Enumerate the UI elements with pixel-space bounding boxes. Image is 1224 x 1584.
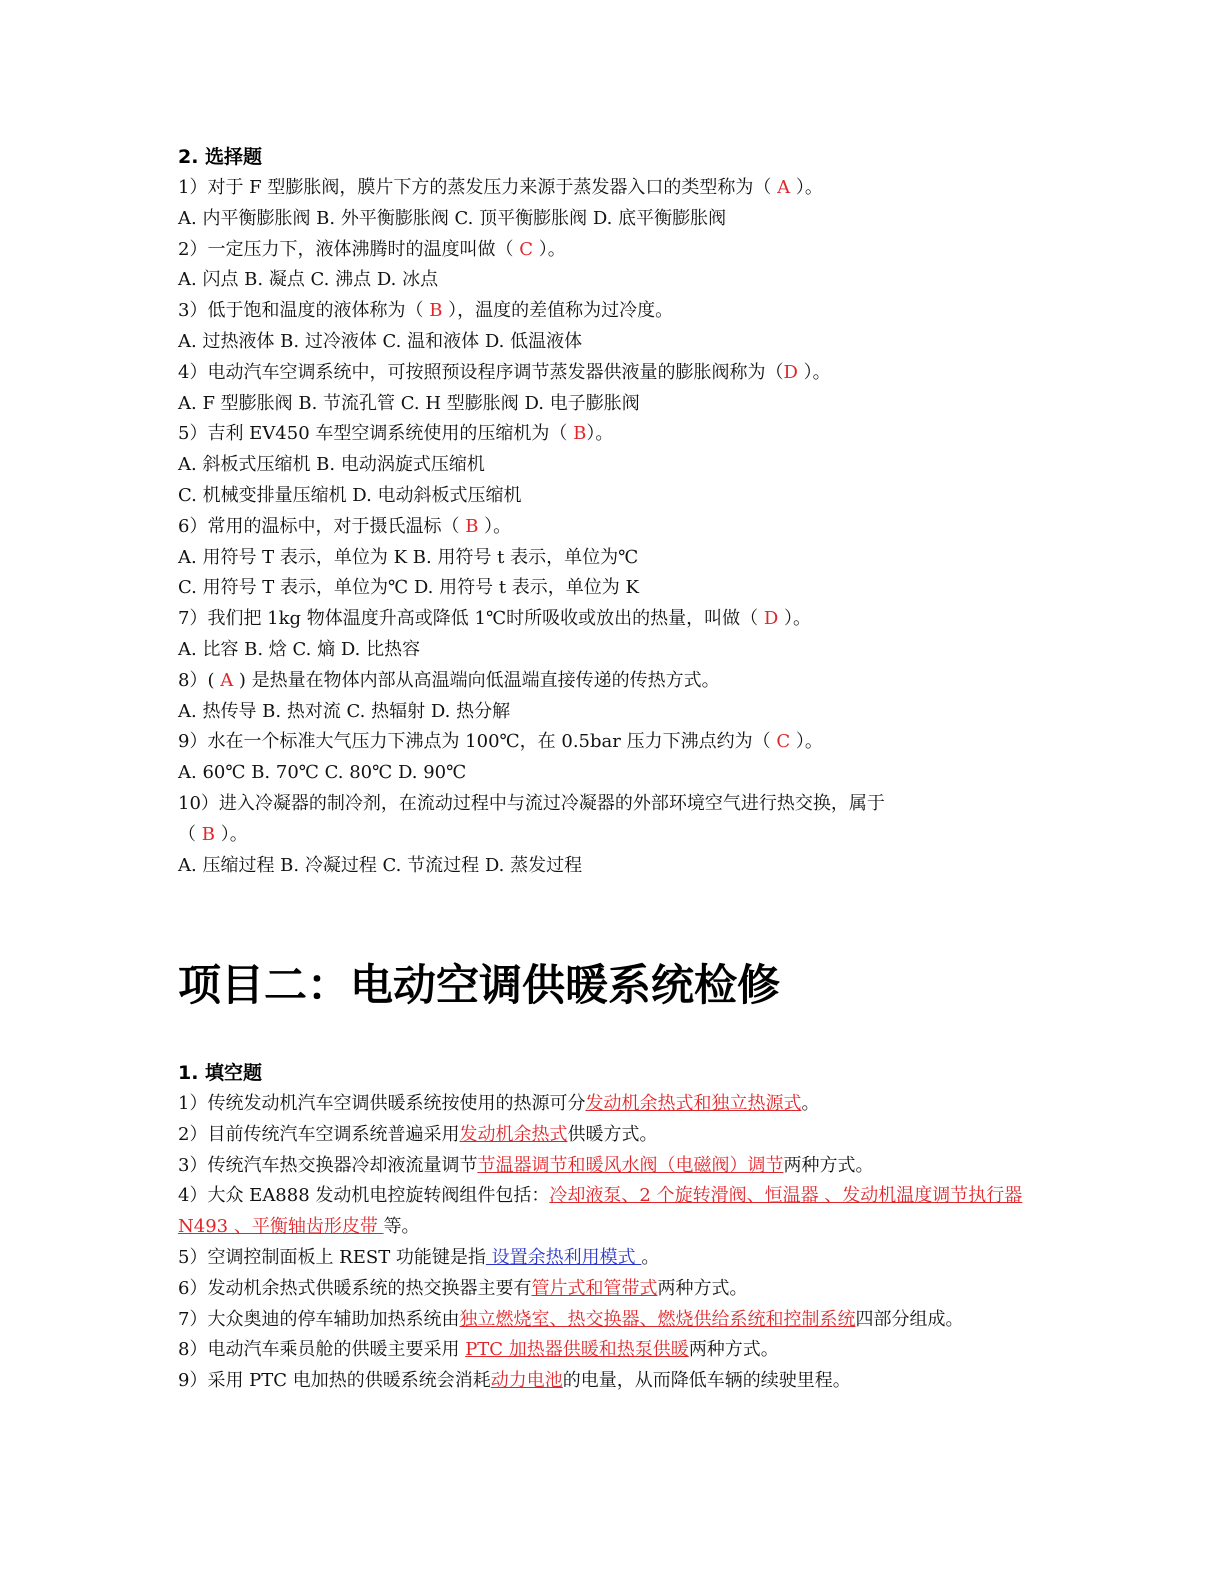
question-text: ）。	[797, 361, 831, 383]
item-text: 9）采用 PTC 电加热的供暖系统会消耗	[178, 1370, 491, 1392]
question-text: ）。	[214, 823, 248, 845]
question-8	[178, 666, 1058, 697]
question-10-line2	[178, 820, 1058, 851]
answer: D	[763, 608, 779, 630]
question-3	[178, 296, 1058, 327]
question-text: 8）(	[178, 669, 221, 691]
choice-heading: 2. 选择题	[178, 146, 263, 168]
question-text: ）。	[790, 177, 823, 198]
item-text: 。	[641, 1246, 660, 1268]
question-6	[178, 512, 1058, 543]
question-text: 5）吉利 EV450 车型空调系统使用的压缩机为（	[178, 423, 574, 445]
question-text: ）。	[532, 238, 566, 260]
item-text: 四部分组成。	[855, 1308, 964, 1330]
question-text: 1）对于 F 型膨胀阀，膜片下方的蒸发压力来源于蒸发器入口的类型称为（	[178, 177, 778, 198]
options-6b: C. 用符号 T 表示，单位为℃ D. 用符号 t 表示，单位为 K	[178, 577, 639, 599]
answer: A	[777, 177, 791, 198]
question-text: （	[178, 823, 202, 845]
answer: C	[519, 238, 533, 260]
options-4: A. F 型膨胀阀 B. 节流孔管 C. H 型膨胀阀 D. 电子膨胀阀	[178, 392, 640, 414]
answer: A	[220, 669, 234, 691]
question-text: 7）我们把 1kg 物体温度升高或降低 1℃时所吸收或放出的热量，叫做（	[178, 608, 764, 630]
options-5a: A. 斜板式压缩机 B. 电动涡旋式压缩机	[178, 454, 485, 476]
answer: 节温器调节和暖风水阀（电磁阀）调节	[477, 1154, 784, 1176]
options-1: A. 内平衡膨胀阀 B. 外平衡膨胀阀 C. 顶平衡膨胀阀 D. 底平衡膨胀阀	[178, 207, 727, 229]
item-text: 2）目前传统汽车空调系统普遍采用	[178, 1123, 460, 1145]
choice-section	[178, 142, 1058, 881]
answer: 发动机余热式	[459, 1123, 568, 1145]
options-8: A. 热传导 B. 热对流 C. 热辐射 D. 热分解	[178, 700, 511, 722]
item-text: 两种方式。	[657, 1277, 748, 1299]
question-1	[178, 173, 1058, 204]
question-text: ）。	[586, 423, 614, 445]
fill-heading: 1. 填空题	[178, 1062, 263, 1084]
question-text: ），温度的差值称为过冷度。	[442, 300, 674, 322]
answer: B	[201, 823, 215, 845]
fill-item-1	[178, 1089, 1058, 1120]
fill-section	[178, 1058, 1058, 1397]
question-text: 9）水在一个标准大气压力下沸点为 100℃，在 0.5bar 压力下沸点约为（	[178, 731, 777, 753]
fill-item-5	[178, 1243, 1058, 1274]
question-text: ) 是热量在物体内部从高温端向低温端直接传递的传热方式。	[233, 669, 720, 691]
question-text: ）。	[790, 731, 823, 753]
question-text: 4）电动汽车空调系统中，可按照预设程序调节蒸发器供液量的膨胀阀称为（	[178, 361, 784, 383]
options-6a: A. 用符号 T 表示，单位为 K B. 用符号 t 表示，单位为℃	[178, 546, 639, 568]
item-text: 1）传统发动机汽车空调供暖系统按使用的热源可分	[178, 1093, 586, 1114]
item-text: 7）大众奥迪的停车辅助加热系统由	[178, 1308, 460, 1330]
answer: 独立燃烧室、热交换器、燃烧供给系统和控制系统	[459, 1308, 856, 1330]
fill-item-7	[178, 1305, 1058, 1336]
question-text: 6）常用的温标中，对于摄氏温标（	[178, 515, 466, 537]
question-5	[178, 419, 1058, 450]
answer: B	[429, 300, 443, 322]
options-3: A. 过热液体 B. 过冷液体 C. 温和液体 D. 低温液体	[178, 330, 583, 352]
fill-item-2	[178, 1120, 1058, 1151]
answer: B	[465, 515, 479, 537]
options-10: A. 压缩过程 B. 冷凝过程 C. 节流过程 D. 蒸发过程	[178, 854, 583, 876]
options-7: A. 比容 B. 焓 C. 熵 D. 比热容	[178, 638, 421, 660]
fill-item-8	[178, 1335, 1058, 1366]
item-text: 5）空调控制面板上 REST 功能键是指	[178, 1246, 486, 1268]
fill-item-4	[178, 1181, 1058, 1243]
fill-item-3	[178, 1151, 1058, 1182]
answer: 管片式和管带式	[531, 1277, 658, 1299]
item-text: 8）电动汽车乘员舱的供暖主要采用	[178, 1339, 466, 1361]
options-5b: C. 机械变排量压缩机 D. 电动斜板式压缩机	[178, 484, 522, 506]
item-text: 。	[801, 1093, 820, 1114]
item-text: 6）发动机余热式供暖系统的热交换器主要有	[178, 1277, 532, 1299]
question-2	[178, 235, 1058, 266]
answer: 动力电池	[490, 1370, 563, 1392]
question-10-line1: 10）进入冷凝器的制冷剂，在流动过程中与流过冷凝器的外部环境空气进行热交换，属于	[178, 792, 885, 814]
question-text: 3）低于饱和温度的液体称为（	[178, 300, 430, 322]
item-text: 3）传统汽车热交换器冷却液流量调节	[178, 1154, 478, 1176]
item-text: 4）大众 EA888 发动机电控旋转阀组件包括：	[178, 1185, 550, 1207]
answer: 冷却液泵、2 个旋转滑阀、恒温器 、发动机温度调节执行器 N493 、平衡轴齿形皮带	[178, 1185, 1023, 1238]
answer: B	[573, 423, 587, 445]
answer: C	[776, 731, 791, 753]
item-text: 等。	[383, 1216, 420, 1238]
question-4	[178, 358, 1058, 389]
fill-item-6	[178, 1274, 1058, 1305]
answer: PTC 加热器供暖和热泵供暖	[465, 1339, 689, 1361]
question-text: 2）一定压力下，液体沸腾时的温度叫做（	[178, 238, 520, 260]
answer: 设置余热利用模式	[485, 1246, 642, 1268]
fill-item-9	[178, 1366, 1058, 1397]
question-9	[178, 727, 1058, 758]
options-9: A. 60℃ B. 70℃ C. 80℃ D. 90℃	[178, 762, 467, 784]
item-text: 两种方式。	[783, 1154, 874, 1176]
answer: 发动机余热式和独立热源式	[585, 1093, 802, 1114]
answer: D	[783, 361, 798, 383]
project-title: 项目二：电动空调供暖系统检修	[178, 961, 780, 1011]
item-text: 供暖方式。	[567, 1123, 658, 1145]
question-text: ）。	[478, 515, 512, 537]
question-text: ）。	[778, 608, 811, 630]
question-7	[178, 604, 1058, 635]
options-2: A. 闪点 B. 凝点 C. 沸点 D. 冰点	[178, 269, 439, 291]
item-text: 的电量，从而降低车辆的续驶里程。	[562, 1370, 851, 1392]
item-text: 两种方式。	[688, 1339, 779, 1361]
